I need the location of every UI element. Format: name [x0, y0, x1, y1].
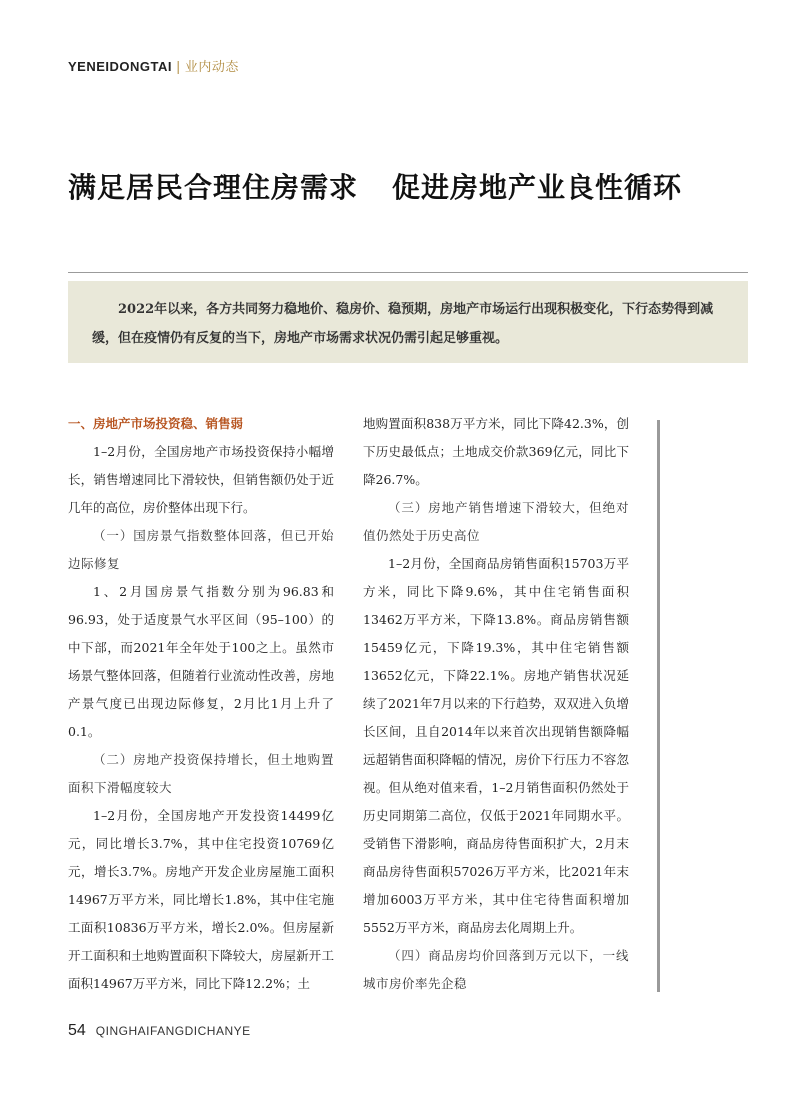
- right-column: [363, 410, 629, 998]
- paragraph: 1–2月份，全国房地产市场投资保持小幅增长，销售增速同比下滑较快，但销售额仍处于近几年的高位，房价整体出现下行。: [68, 444, 334, 515]
- column-side-bar: [657, 420, 660, 992]
- section-header: [68, 56, 239, 75]
- title-divider: [68, 272, 748, 273]
- subheading-1: （一）国房景气指数整体回落，但已开始边际修复: [68, 528, 334, 571]
- article-summary-box: [68, 281, 748, 363]
- article-title-part1: 满足居民合理住房需求: [68, 171, 359, 204]
- paragraph: 1–2月份，全国房地产开发投资14499亿元，同比增长3.7%，其中住宅投资10769亿元，增长3.7%。房地产开发企业房屋施工面积14967万平方米，同比增长1.8%，其中住宅施工面积10836万平方米，增长2.0%。但房屋新开工面积和土地购置面积下降较大，房屋新开工面积14967万平方米，同比下降12.2%；土: [68, 808, 334, 991]
- subheading-4: （四）商品房均价回落到万元以下，一线城市房价率先企稳: [363, 948, 629, 991]
- section-header-chinese: 业内动态: [184, 60, 239, 75]
- section-heading-1: 一、房地产市场投资稳、销售弱: [68, 416, 244, 431]
- page-footer: [68, 1022, 251, 1040]
- paragraph: 1、2月国房景气指数分别为96.83和96.93，处于适度景气水平区间（95–100）的中下部，而2021年全年处于100之上。虽然市场景气整体回落，但随着行业流动性改善，房地产景气度已出现边际修复，2月比1月上升了0.1。: [68, 584, 334, 739]
- article-summary: 2022年以来，各方共同努力稳地价、稳房价、稳预期，房地产市场运行出现积极变化，下行态势得到减缓，但在疫情仍有反复的当下，房地产市场需求状况仍需引起足够重视。: [92, 302, 714, 346]
- section-header-separator: |: [176, 60, 181, 75]
- left-column: [68, 410, 334, 998]
- article-title-part2: 促进房地产业良性循环: [392, 171, 683, 204]
- page-number: 54: [68, 1022, 86, 1039]
- paragraph: 1–2月份，全国商品房销售面积15703万平方米，同比下降9.6%，其中住宅销售面积13462万平方米，下降13.8%。商品房销售额15459亿元，下降19.3%，其中住宅销售额13652亿元，下降22.1%。房地产销售状况延续了2021年7月以来的下行趋势，双双进入负增长区间，且自2014年以来首次出现销售额降幅远超销售面积降幅的情况，房价下行压力不容忽视。但从绝对值来看，1–2月销售面积仍然处于历史同期第二高位，仅低于2021年同期水平。受销售下滑影响，商品房待售面积扩大，2月末商品房待售面积57026万平方米，比2021年末增加6003万平方米，其中住宅待售面积增加5552万平方米，商品房去化周期上升。: [363, 556, 629, 935]
- article-title: [68, 166, 768, 206]
- paragraph: 地购置面积838万平方米，同比下降42.3%，创下历史最低点；土地成交价款369亿元，同比下降26.7%。: [363, 416, 629, 487]
- subheading-2: （二）房地产投资保持增长，但土地购置面积下滑幅度较大: [68, 752, 334, 795]
- subheading-3: （三）房地产销售增速下滑较大，但绝对值仍然处于历史高位: [363, 500, 629, 543]
- section-header-latin: YENEIDONGTAI: [68, 59, 172, 74]
- magazine-name: QINGHAIFANGDICHANYE: [95, 1024, 251, 1038]
